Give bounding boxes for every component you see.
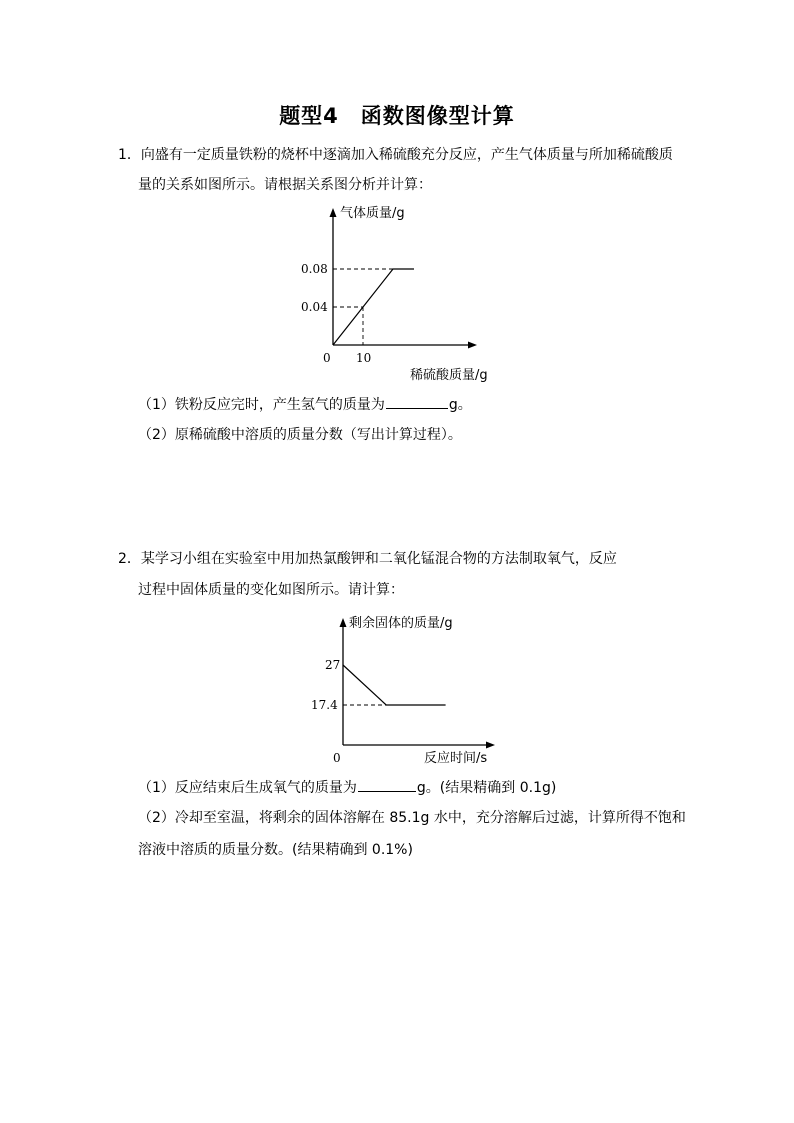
q2-sub1-text: （1）反应结束后生成氧气的质量为 [138, 780, 357, 796]
y-tick-label: 0.04 [301, 300, 328, 314]
q2-stem-line2: 过程中固体质量的变化如图所示。请计算： [138, 582, 404, 598]
y-axis-label: 气体质量/g [340, 206, 405, 221]
q1-sub2: （2）原稀硫酸中溶质的质量分数（写出计算过程）。 [138, 427, 462, 443]
y-axis-arrow [340, 618, 347, 627]
q1-sub1 [138, 394, 472, 415]
q1-sub1-unit: g。 [448, 397, 472, 413]
y-axis-arrow [330, 208, 337, 217]
q1-chart [290, 200, 500, 390]
q2-sub2-line2: 溶液中溶质的质量分数。(结果精确到 0.1%) [138, 842, 413, 858]
x-tick-label: 10 [356, 351, 372, 365]
y-tick-label: 17.4 [311, 698, 338, 712]
series-line [333, 269, 414, 345]
x-axis-arrow [486, 742, 495, 749]
x-axis-label: 稀硫酸质量/g [410, 368, 488, 383]
page-title: 题型4 函数图像型计算 [279, 104, 515, 128]
origin-label: 0 [333, 751, 341, 765]
q2-sub1-unit: g。(结果精确到 0.1g) [416, 780, 557, 796]
q1-stem-line1: 1．向盛有一定质量铁粉的烧杯中逐滴加入稀硫酸充分反应，产生气体质量与所加稀硫酸质 [118, 147, 673, 163]
x-axis-label: 反应时间/s [424, 751, 488, 766]
q1-answer-blank[interactable] [386, 394, 448, 409]
q2-stem-line1: 2．某学习小组在实验室中用加热氯酸钾和二氧化锰混合物的方法制取氧气，反应 [118, 551, 617, 567]
y-tick-label: 0.08 [301, 262, 328, 276]
x-axis-arrow [468, 342, 477, 349]
origin-label: 0 [323, 351, 331, 365]
q2-sub2-line1: （2）冷却至室温，将剩余的固体溶解在 85.1g 水中，充分溶解后过滤，计算所得不饱和 [138, 810, 686, 826]
q1-stem-line2: 量的关系如图所示。请根据关系图分析并计算： [138, 177, 432, 193]
series-line [343, 665, 446, 705]
q2-sub1 [138, 777, 556, 798]
q1-sub1-text: （1）铁粉反应完时，产生氢气的质量为 [138, 397, 385, 413]
q2-chart [300, 610, 510, 770]
y-axis-label: 剩余固体的质量/g [349, 616, 453, 631]
q2-answer-blank[interactable] [358, 777, 416, 792]
y-tick-label: 27 [325, 658, 341, 672]
